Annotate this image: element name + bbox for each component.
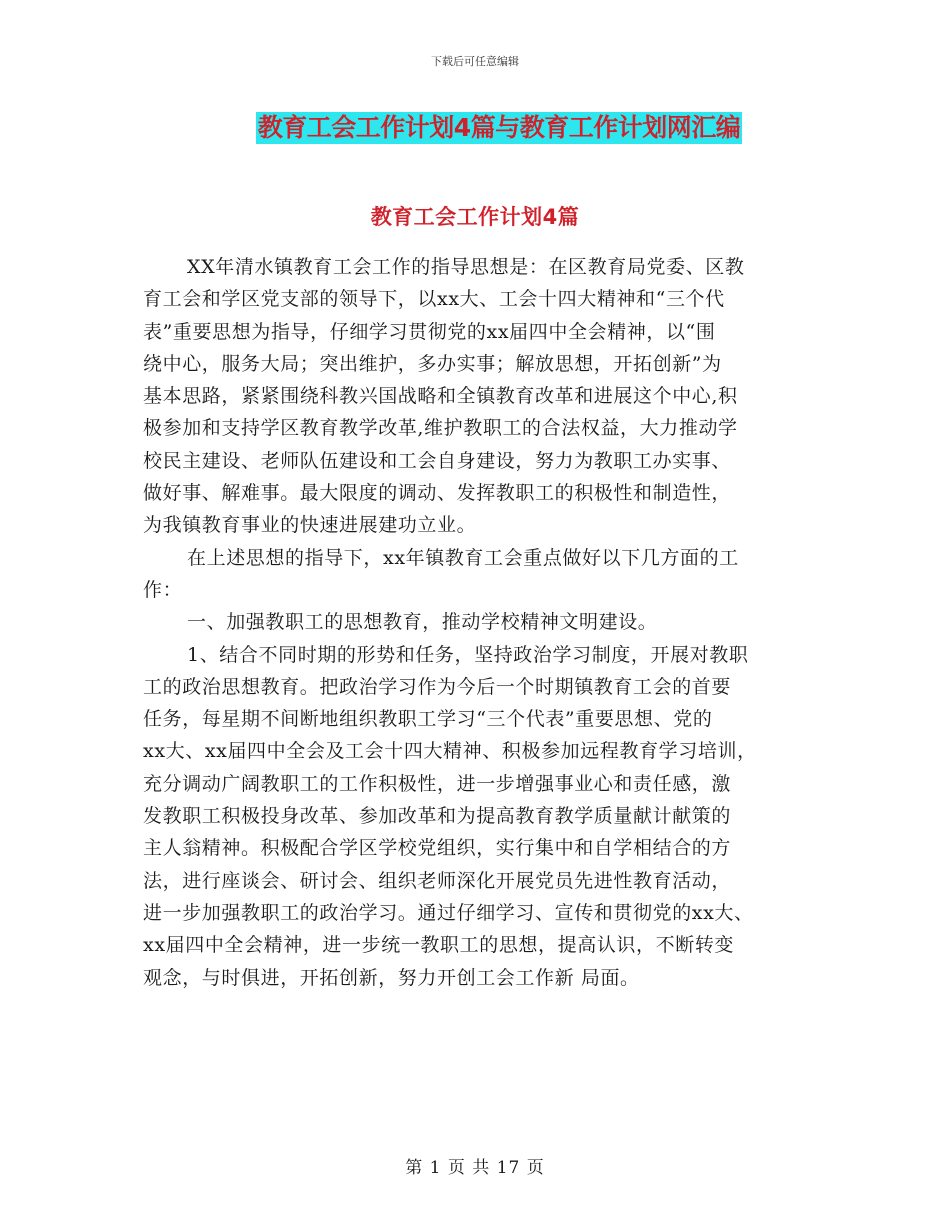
text-line: 法，进行座谈会、研讨会、组织老师深化开展党员先进性教育活动， (143, 869, 732, 892)
text-line: 发教职工积极投身改革、参加改革和为提高教育教学质量献计献策的 (143, 805, 732, 828)
main-title: 教育工会工作计划4篇与教育工作计划网汇编 (257, 113, 741, 142)
paragraph-item-1 (143, 639, 815, 994)
text-line: 在上述思想的指导下，xx年镇教育工会重点做好以下几方面的工 (187, 546, 739, 569)
text-line: 工的政治思想教育。把政治学习作为今后一个时期镇教育工会的首要 (143, 675, 732, 698)
text-line: 绕中心，服务大局；突出维护，多办实事；解放思想，开拓创新”为 (143, 352, 722, 375)
paragraph-focus-intro (143, 542, 815, 607)
paragraph-guiding-thought (143, 251, 815, 542)
text-line: 校民主建设、老师队伍建设和工会自身建设，努力为教职工办实事、 (143, 449, 732, 472)
text-line: 任务，每星期不间断地组织教职工学习“三个代表”重要思想、党的 (143, 708, 713, 731)
header-note: 下载后可任意编辑 (431, 55, 519, 68)
text-line: 表”重要思想为指导，仔细学习贯彻党的xx届四中全会精神，以“围 (143, 320, 716, 343)
text-line: 为我镇教育事业的快速进展建功立业。 (143, 514, 477, 537)
main-title-container (0, 112, 950, 144)
text-line: 育工会和学区党支部的领导下，以xx大、工会十四大精神和“三个代 (143, 288, 725, 311)
text-line: 做好事、解难事。最大限度的调动、发挥教职工的积极性和制造性， (143, 482, 732, 505)
text-line: 观念，与时俱进，开拓创新，努力开创工会工作新 局面。 (143, 966, 640, 989)
text-line: 1、结合不同时期的形势和任务，坚持政治学习制度，开展对教职 (187, 643, 749, 666)
page-number-footer: 第 1 页 共 17 页 (405, 1158, 545, 1178)
text-line: 一、加强教职工的思想教育，推动学校精神文明建设。 (187, 611, 658, 634)
document-body (143, 251, 815, 994)
text-line: 进一步加强教职工的政治学习。通过仔细学习、宣传和贯彻党的xx大、 (143, 901, 754, 924)
text-line: 基本思路，紧紧围绕科教兴国战略和全镇教育改革和进展这个中心,积 (143, 385, 738, 408)
text-line: 极参加和支持学区教育教学改革,维护教职工的合法权益，大力推动学 (143, 417, 738, 440)
text-line: xx届四中全会精神，进一步统一教职工的思想，提高认识，不断转变 (143, 934, 735, 957)
text-line: 充分调动广阔教职工的工作积极性，进一步增强事业心和责任感，激 (143, 772, 732, 795)
sub-title: 教育工会工作计划4篇 (370, 205, 580, 229)
text-line: 主人翁精神。积极配合学区学校党组织，实行集中和自学相结合的方 (143, 837, 732, 860)
section-heading-1 (143, 606, 815, 638)
text-line: xx大、xx届四中全会及工会十四大精神、积极参加远程教育学习培训， (143, 740, 757, 763)
text-line: 作： (143, 578, 183, 601)
text-line: XX年清水镇教育工会工作的指导思想是：在区教育局党委、区教 (187, 256, 745, 278)
